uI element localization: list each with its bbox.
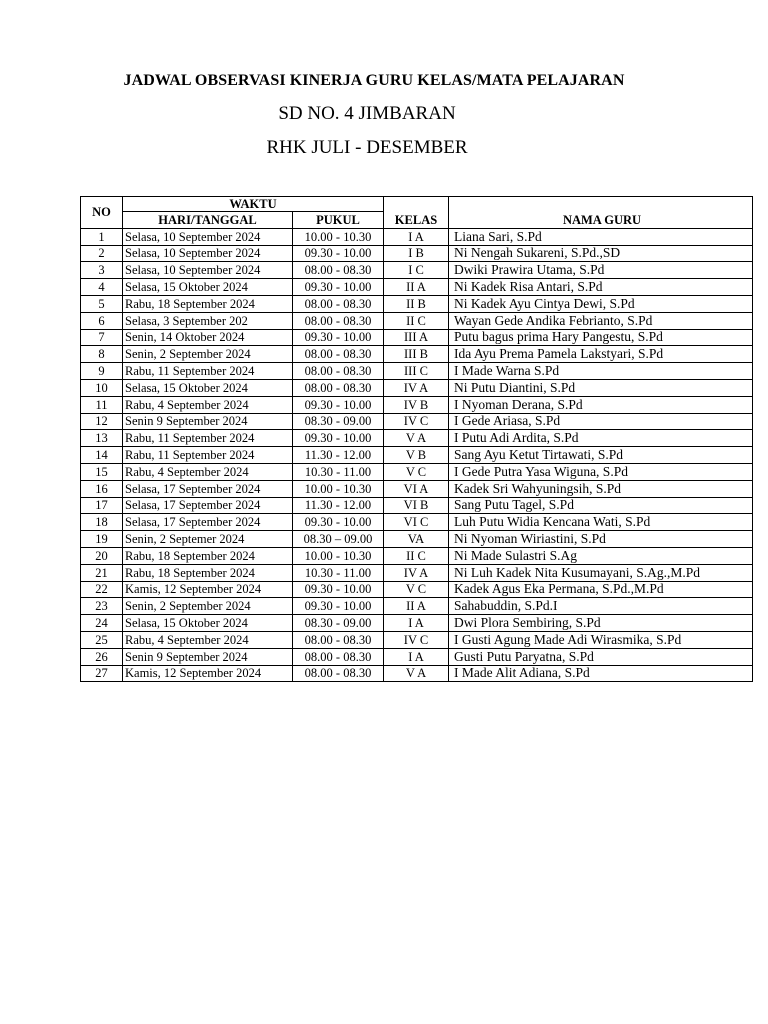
row-kelas: II A [384,279,449,296]
row-nama-guru: I Made Warna S.Pd [449,363,753,380]
row-nama-guru: Liana Sari, S.Pd [449,228,753,245]
row-number: 25 [81,631,123,648]
table-row [81,245,753,262]
period-subtitle: RHK JULI - DESEMBER [266,137,468,158]
header-empty-cell [449,197,753,212]
table-row [81,379,753,396]
row-pukul: 10.00 - 10.30 [293,547,384,564]
row-hari-tanggal: Rabu, 4 September 2024 [123,463,293,480]
row-pukul: 10.30 - 11.00 [293,463,384,480]
row-pukul: 08.00 - 08.30 [293,631,384,648]
table-row [81,262,753,279]
table-row [81,564,753,581]
row-kelas: IV A [384,564,449,581]
row-nama-guru: Ni Nyoman Wiriastini, S.Pd [449,531,753,548]
table-row [81,279,753,296]
row-hari-tanggal: Rabu, 18 September 2024 [123,547,293,564]
row-number: 26 [81,648,123,665]
row-number: 20 [81,547,123,564]
table-row [81,329,753,346]
row-pukul: 08.00 - 08.30 [293,363,384,380]
table-row [81,480,753,497]
row-hari-tanggal: Rabu, 4 September 2024 [123,396,293,413]
row-kelas: VI C [384,514,449,531]
row-number: 14 [81,447,123,464]
row-kelas: V B [384,447,449,464]
row-kelas: II C [384,312,449,329]
row-hari-tanggal: Rabu, 11 September 2024 [123,447,293,464]
row-kelas: I C [384,262,449,279]
row-nama-guru: Putu bagus prima Hary Pangestu, S.Pd [449,329,753,346]
row-pukul: 08.00 - 08.30 [293,665,384,682]
row-hari-tanggal: Senin, 2 Septemer 2024 [123,531,293,548]
row-hari-tanggal: Rabu, 11 September 2024 [123,363,293,380]
table-row [81,228,753,245]
table-row [81,648,753,665]
row-pukul: 08.30 - 09.00 [293,413,384,430]
row-kelas: IV A [384,379,449,396]
row-nama-guru: Ni Nengah Sukareni, S.Pd.,SD [449,245,753,262]
row-kelas: II C [384,547,449,564]
row-hari-tanggal: Senin 9 September 2024 [123,413,293,430]
row-pukul: 11.30 - 12.00 [293,497,384,514]
row-number: 23 [81,598,123,615]
row-nama-guru: I Nyoman Derana, S.Pd [449,396,753,413]
row-kelas: III C [384,363,449,380]
row-number: 10 [81,379,123,396]
column-header-no: NO [81,197,123,229]
row-hari-tanggal: Selasa, 10 September 2024 [123,262,293,279]
column-header-waktu: WAKTU [123,197,384,212]
row-hari-tanggal: Senin, 14 Oktober 2024 [123,329,293,346]
row-number: 12 [81,413,123,430]
row-number: 13 [81,430,123,447]
row-hari-tanggal: Rabu, 4 September 2024 [123,631,293,648]
row-number: 15 [81,463,123,480]
row-number: 11 [81,396,123,413]
row-nama-guru: Luh Putu Widia Kencana Wati, S.Pd [449,514,753,531]
row-kelas: VA [384,531,449,548]
row-hari-tanggal: Selasa, 17 September 2024 [123,497,293,514]
row-nama-guru: Sang Ayu Ketut Tirtawati, S.Pd [449,447,753,464]
row-number: 8 [81,346,123,363]
table-header-row [81,212,753,229]
table-row [81,295,753,312]
table-row [81,497,753,514]
row-nama-guru: Ni Made Sulastri S.Ag [449,547,753,564]
row-number: 27 [81,665,123,682]
row-pukul: 10.30 - 11.00 [293,564,384,581]
row-pukul: 08.00 - 08.30 [293,262,384,279]
row-hari-tanggal: Kamis, 12 September 2024 [123,665,293,682]
row-hari-tanggal: Senin, 2 September 2024 [123,346,293,363]
school-name: SD NO. 4 JIMBARAN [278,103,456,124]
row-hari-tanggal: Rabu, 18 September 2024 [123,295,293,312]
row-pukul: 09.30 - 10.00 [293,279,384,296]
row-kelas: V A [384,665,449,682]
row-number: 24 [81,615,123,632]
row-hari-tanggal: Selasa, 17 September 2024 [123,514,293,531]
row-pukul: 09.30 - 10.00 [293,430,384,447]
document-title: JADWAL OBSERVASI KINERJA GURU KELAS/MATA PELAJARAN [123,72,625,89]
header-empty-cell [384,197,449,212]
row-pukul: 08.00 - 08.30 [293,295,384,312]
row-nama-guru: Ni Putu Diantini, S.Pd [449,379,753,396]
row-hari-tanggal: Selasa, 10 September 2024 [123,228,293,245]
row-nama-guru: Ni Kadek Risa Antari, S.Pd [449,279,753,296]
row-nama-guru: I Gusti Agung Made Adi Wirasmika, S.Pd [449,631,753,648]
table-row [81,463,753,480]
row-pukul: 09.30 - 10.00 [293,329,384,346]
row-pukul: 08.30 – 09.00 [293,531,384,548]
row-nama-guru: Dwi Plora Sembiring, S.Pd [449,615,753,632]
row-pukul: 09.30 - 10.00 [293,581,384,598]
row-number: 22 [81,581,123,598]
row-number: 7 [81,329,123,346]
row-number: 16 [81,480,123,497]
row-pukul: 08.00 - 08.30 [293,379,384,396]
row-kelas: I A [384,228,449,245]
row-pukul: 10.00 - 10.30 [293,228,384,245]
row-kelas: III B [384,346,449,363]
column-header-kelas: KELAS [384,212,449,229]
row-nama-guru: I Made Alit Adiana, S.Pd [449,665,753,682]
row-hari-tanggal: Selasa, 10 September 2024 [123,245,293,262]
row-nama-guru: I Gede Ariasa, S.Pd [449,413,753,430]
row-pukul: 11.30 - 12.00 [293,447,384,464]
row-nama-guru: Kadek Sri Wahyuningsih, S.Pd [449,480,753,497]
row-hari-tanggal: Senin 9 September 2024 [123,648,293,665]
row-hari-tanggal: Selasa, 15 Oktober 2024 [123,615,293,632]
row-nama-guru: I Gede Putra Yasa Wiguna, S.Pd [449,463,753,480]
table-row [81,447,753,464]
table-row [81,665,753,682]
row-kelas: I B [384,245,449,262]
row-number: 2 [81,245,123,262]
row-kelas: IV B [384,396,449,413]
table-header-row-top [81,197,753,212]
row-pukul: 08.30 - 09.00 [293,615,384,632]
row-kelas: V C [384,463,449,480]
row-kelas: I A [384,648,449,665]
row-kelas: VI A [384,480,449,497]
row-pukul: 08.00 - 08.30 [293,312,384,329]
row-hari-tanggal: Selasa, 17 September 2024 [123,480,293,497]
row-number: 18 [81,514,123,531]
row-number: 19 [81,531,123,548]
table-row [81,598,753,615]
row-number: 6 [81,312,123,329]
row-nama-guru: Kadek Agus Eka Permana, S.Pd.,M.Pd [449,581,753,598]
row-hari-tanggal: Rabu, 11 September 2024 [123,430,293,447]
row-number: 5 [81,295,123,312]
row-pukul: 10.00 - 10.30 [293,480,384,497]
row-hari-tanggal: Selasa, 3 September 202 [123,312,293,329]
row-kelas: V A [384,430,449,447]
row-nama-guru: Sahabuddin, S.Pd.I [449,598,753,615]
row-nama-guru: I Putu Adi Ardita, S.Pd [449,430,753,447]
row-nama-guru: Ni Kadek Ayu Cintya Dewi, S.Pd [449,295,753,312]
row-kelas: III A [384,329,449,346]
row-number: 4 [81,279,123,296]
table-row [81,547,753,564]
row-nama-guru: Dwiki Prawira Utama, S.Pd [449,262,753,279]
row-hari-tanggal: Senin, 2 September 2024 [123,598,293,615]
column-header-pukul: PUKUL [293,212,384,229]
row-nama-guru: Wayan Gede Andika Febrianto, S.Pd [449,312,753,329]
row-number: 3 [81,262,123,279]
row-kelas: I A [384,615,449,632]
table-row [81,430,753,447]
row-pukul: 09.30 - 10.00 [293,396,384,413]
row-kelas: II B [384,295,449,312]
table-row [81,514,753,531]
row-hari-tanggal: Selasa, 15 Oktober 2024 [123,279,293,296]
row-nama-guru: Gusti Putu Paryatna, S.Pd [449,648,753,665]
row-kelas: V C [384,581,449,598]
row-pukul: 09.30 - 10.00 [293,598,384,615]
row-number: 1 [81,228,123,245]
row-hari-tanggal: Rabu, 18 September 2024 [123,564,293,581]
table-row [81,413,753,430]
row-kelas: VI B [384,497,449,514]
row-pukul: 08.00 - 08.30 [293,346,384,363]
row-kelas: IV C [384,631,449,648]
table-row [81,312,753,329]
table-row [81,363,753,380]
table-row [81,631,753,648]
table-row [81,396,753,413]
row-number: 17 [81,497,123,514]
row-nama-guru: Ida Ayu Prema Pamela Lakstyari, S.Pd [449,346,753,363]
column-header-hari-tanggal: HARI/TANGGAL [123,212,293,229]
schedule-table [80,196,753,682]
table-row [81,615,753,632]
row-kelas: IV C [384,413,449,430]
row-number: 21 [81,564,123,581]
row-hari-tanggal: Selasa, 15 Oktober 2024 [123,379,293,396]
row-kelas: II A [384,598,449,615]
row-nama-guru: Sang Putu Tagel, S.Pd [449,497,753,514]
row-number: 9 [81,363,123,380]
row-pukul: 09.30 - 10.00 [293,245,384,262]
row-nama-guru: Ni Luh Kadek Nita Kusumayani, S.Ag.,M.Pd [449,564,753,581]
table-row [81,581,753,598]
table-row [81,346,753,363]
column-header-nama-guru: NAMA GURU [449,212,753,229]
table-row [81,531,753,548]
row-pukul: 08.00 - 08.30 [293,648,384,665]
row-pukul: 09.30 - 10.00 [293,514,384,531]
row-hari-tanggal: Kamis, 12 September 2024 [123,581,293,598]
